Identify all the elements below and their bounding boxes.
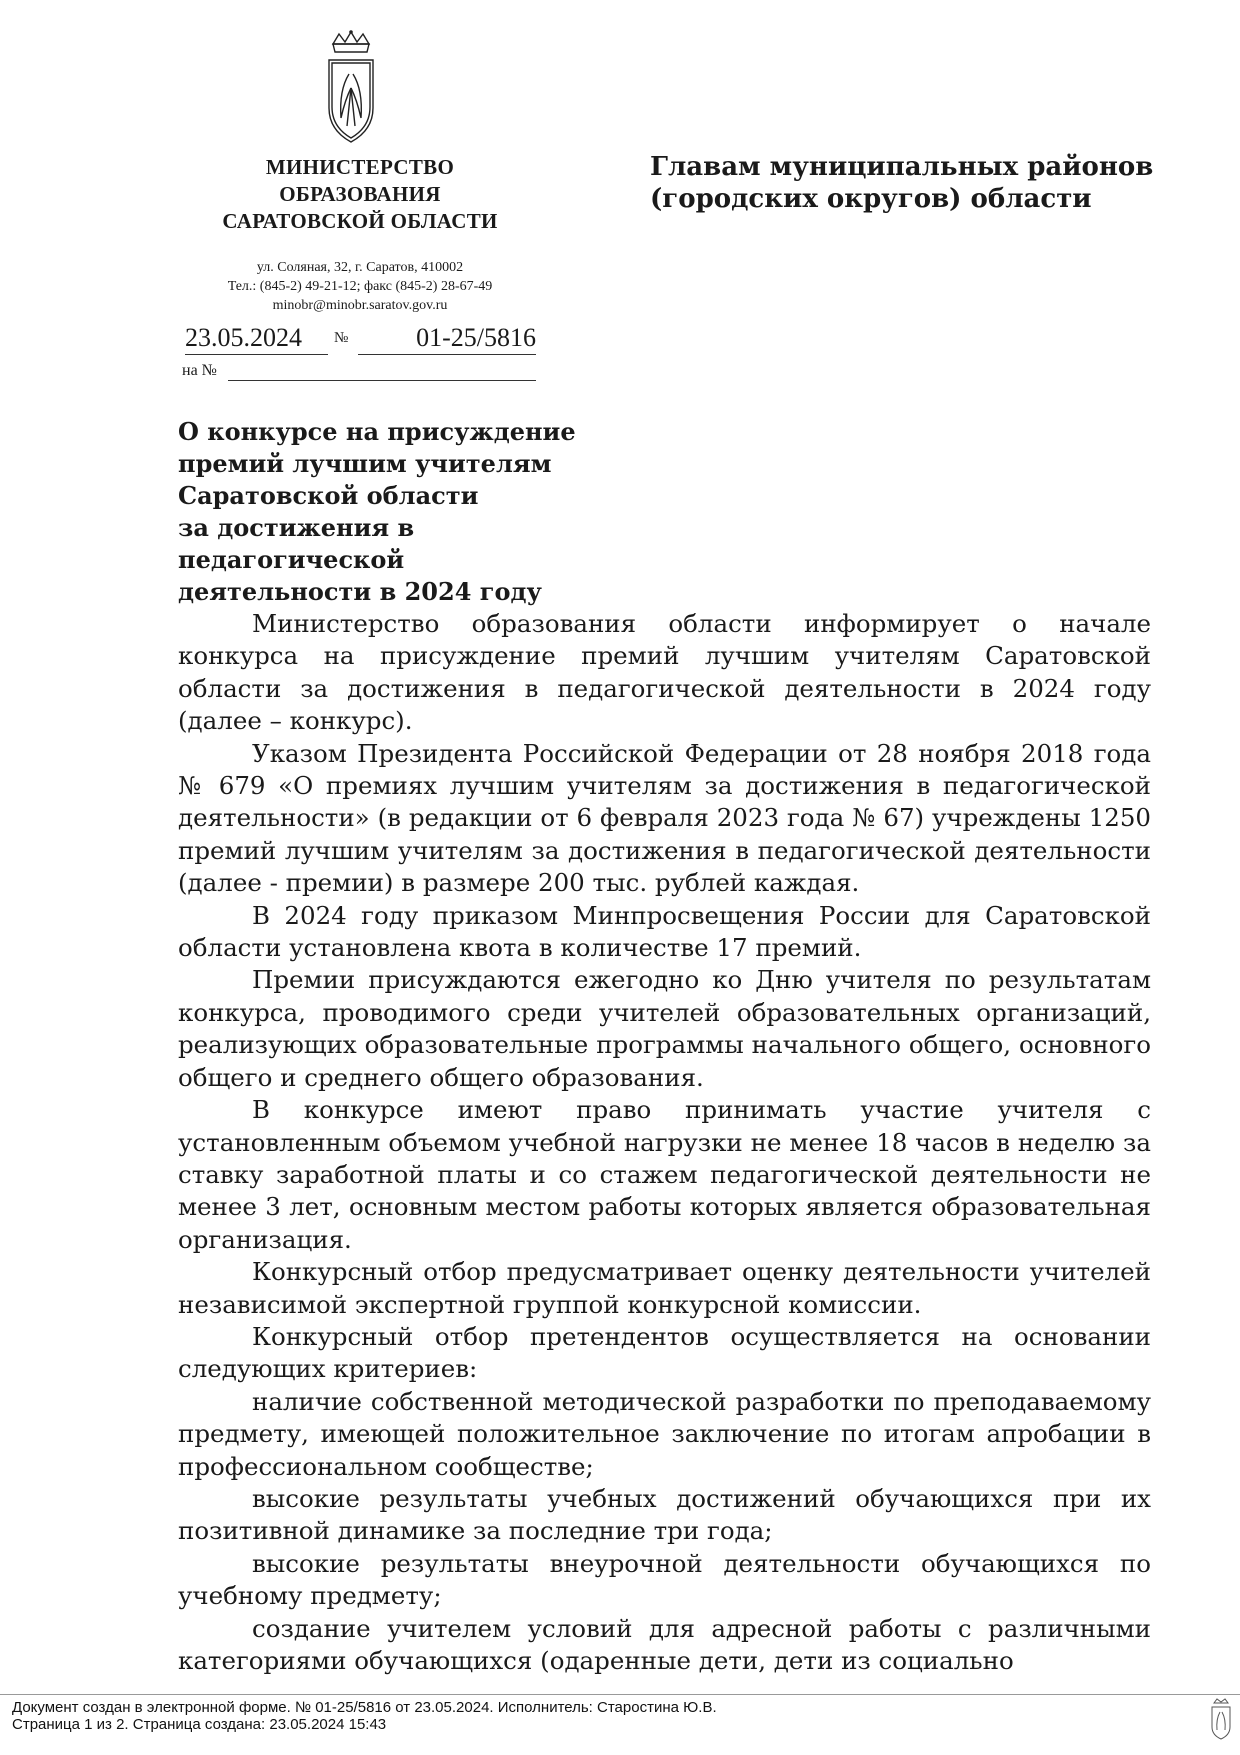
body-paragraph: В конкурсе имеют право принимать участие учителя с установленным объемом учебной нагрузки не менее 18 часов в неделю за ставку заработной платы и со стажем педагогической деятельности не менее 3 лет, основным местом работы которых является образовательная организация. [178,1095,1151,1254]
subject-line: премий лучшим учителям [178,449,552,478]
addressee-line: (городских округов) области [650,184,1092,214]
phone-line: Тел.: (845-2) 49-21-12; факс (845-2) 28-67-49 [227,279,493,294]
subject-line: за достижения в педагогической [178,513,415,574]
criteria-item: создание учителем условий для адресной работы с различными категориями обучающихся (одаренные дети, дети из социально [178,1613,1151,1675]
ministry-line: ОБРАЗОВАНИЯ [279,182,441,206]
subject-line: О конкурсе на присуждение [178,417,576,446]
footer-emblem-icon [1210,1697,1232,1741]
ministry-address [180,258,540,315]
letter-subject [178,416,638,608]
footer-line: Документ создан в электронной форме. № 01-25/5816 от 23.05.2024. Исполнитель: Старостина Ю.В. [12,1699,717,1716]
body-paragraph: Премии присуждаются ежегодно ко Дню учителя по результатам конкурса, проводимого среди учителей образовательных организаций, реализующих образовательные программы начального общего, основного общего и среднего общего образования. [178,965,1151,1092]
letter-body [178,608,1151,1677]
registration-line [180,322,580,354]
footer-divider [0,1694,1240,1695]
footer-line: Страница 1 из 2. Страница создана: 23.05.2024 15:43 [12,1716,387,1733]
addressee [650,151,1170,215]
reference-blank [228,380,536,381]
body-paragraph: Конкурсный отбор предусматривает оценку деятельности учителей независимой экспертной группой конкурсной комиссии. [178,1257,1151,1319]
ministry-name [180,154,540,235]
document-date: 23.05.2024 [185,322,328,355]
subject-line: деятельности в 2024 году [178,577,542,606]
coat-of-arms-icon [325,30,377,148]
ministry-line: МИНИСТЕРСТВО [265,155,455,179]
reference-line [180,360,536,384]
body-paragraph: В 2024 году приказом Минпросвещения России для Саратовской области установлена квота в количестве 17 премий. [178,900,1151,963]
criteria-item: высокие результаты внеурочной деятельности обучающихся по учебному предмету; [178,1548,1151,1611]
email-line: minobr@minobr.saratov.gov.ru [272,298,448,313]
criteria-item: высокие результаты учебных достижений обучающихся при их позитивной динамике за последние три года; [178,1483,1151,1546]
ministry-line: САРАТОВСКОЙ ОБЛАСТИ [222,209,498,233]
number-sign: № [334,330,349,346]
criteria-item: наличие собственной методической разработки по преподаваемому предмету, имеющей положительное заключение по итогам апробации в профессиональном сообществе; [178,1386,1151,1481]
addressee-line: Главам муниципальных районов [650,152,1154,182]
reference-label: на № [182,362,217,379]
document-number: 01-25/5816 [358,322,536,355]
body-paragraph: Министерство образования области информирует о начале конкурса на присуждение премий лучшим учителям Саратовской области за достижения в педагогической деятельности в 2024 году (далее – конкурс). [178,609,1151,736]
body-paragraph: Указом Президента Российской Федерации от 28 ноября 2018 года № 679 «О премиях лучшим учителям за достижения в педагогической деятельности» (в редакции от 6 февраля 2023 года № 67) учреждены 1250 премий лучшим учителям за достижения в педагогической деятельности (далее - премии) в размере 200 тыс. рублей каждая. [178,738,1151,898]
e-document-footer [12,1699,1112,1733]
address-line: ул. Соляная, 32, г. Саратов, 410002 [256,260,464,275]
subject-line: Саратовской области [178,481,479,510]
body-paragraph: Конкурсный отбор претендентов осуществляется на основании следующих критериев: [178,1321,1151,1384]
